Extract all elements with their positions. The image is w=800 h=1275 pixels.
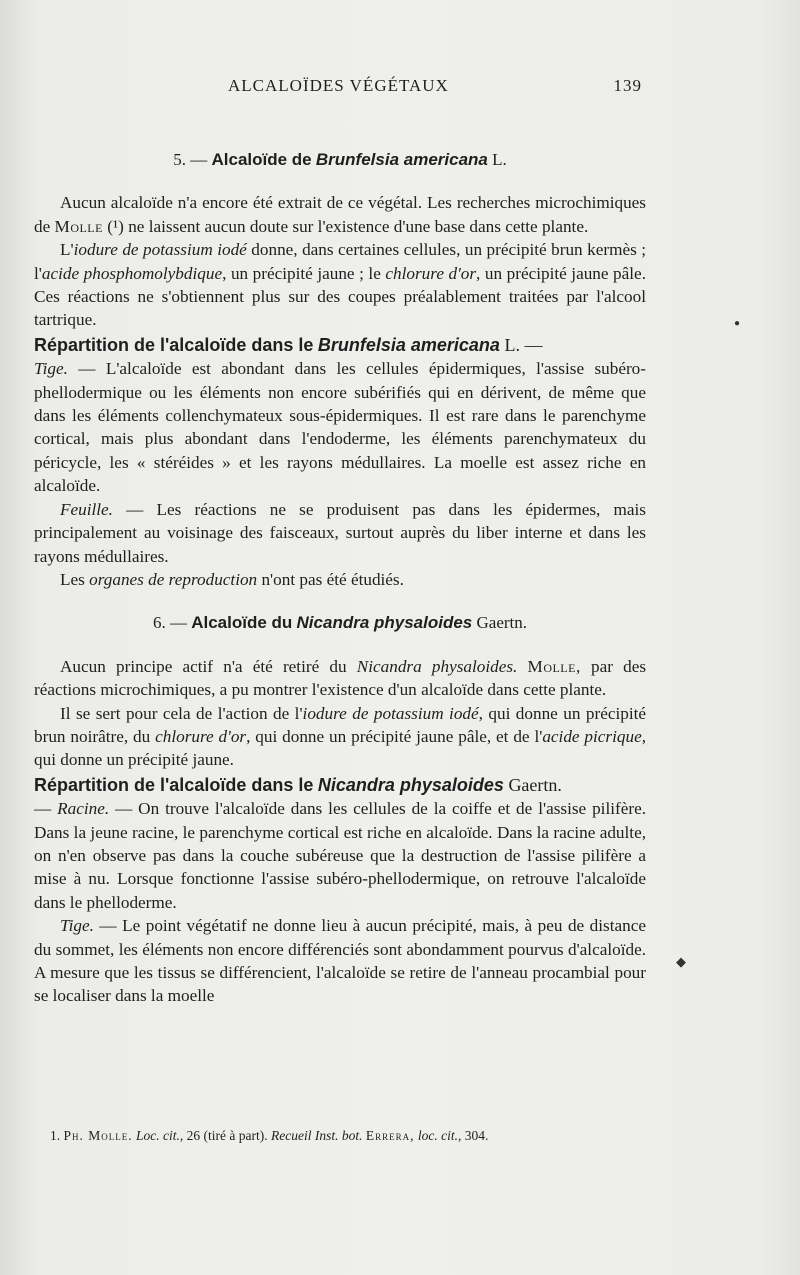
section-6-paragraph-2 (34, 702, 646, 772)
footnote-ref: (¹) (107, 216, 124, 236)
author-name: Molle, (527, 656, 581, 676)
section-6-heading (34, 611, 646, 634)
section-6-title: Alcaloïde du (191, 613, 293, 633)
organ-label: Feuille. (60, 499, 113, 519)
section-5-feuille-paragraph (34, 498, 646, 568)
section-6-paragraph-1 (34, 655, 646, 702)
running-title: ALCALOÏDES VÉGÉTAUX (228, 76, 449, 95)
distribution-author: Gaertn. (508, 774, 562, 795)
section-6-distribution-heading (34, 774, 646, 797)
distribution-title: Répartition de l'alcaloïde dans le (34, 774, 314, 795)
text-run: L' (60, 240, 74, 260)
page-body (34, 148, 646, 1008)
footnote-number: 1. (50, 1128, 61, 1143)
section-6-number: 6. — (152, 613, 187, 633)
section-6-tige-paragraph (34, 914, 646, 1008)
section-6-species: Nicandra physaloides (296, 613, 473, 633)
section-5-paragraph-1 (34, 191, 646, 238)
section-5-distribution-heading (34, 334, 646, 357)
section-5-heading (34, 148, 646, 171)
text-run: Les (60, 569, 85, 589)
text-run: ne laissent aucun doute sur l'existence d'une base dans cette plante. (128, 216, 589, 236)
section-5-tige-paragraph (34, 357, 646, 497)
text-run: Il se sert pour cela de l'action de l' (60, 703, 303, 723)
text-run: — Le point végétatif ne donne lieu à aucun précipité, mais, à peu de distance du sommet, les éléments non encore différenciés sont abondamment pourvus d'alcaloïde. A mesure que les tissus se différencient, l'alcaloïde se retire de l'anneau procambial pour se localiser dans la moelle (34, 916, 646, 1006)
text-run: donne, dans certaines cellules, un précipité brun kermès ; l' (34, 240, 647, 283)
author-name: Molle (54, 216, 103, 236)
text-run: , qui donne un précipité jaune pâle, et de l' (246, 726, 543, 746)
section-6-racine-paragraph: — Racine. — On trouve l'alcaloïde dans les cellules de la coiffe et de l'assise pilifère. Dans la jeune racine, le parenchyme cortical est riche en alcaloïde. Dans la racine adulte, on n'en observe pas dans la couche subéreuse que la destruction de l'assise pilifère a mise à nu. Lorsque fonctionne l'assise subéro-phellodermique, on retrouve l'alcaloïde dans le phelloderme. (34, 799, 647, 912)
text-run: — On trouve l'alcaloïde dans les cellules de la coiffe et de l'assise pilifère. Dans la jeune racine, le parenchyme cortical est riche en alcaloïde. Dans la racine adulte, on n'en observe pas dans la couche subéreuse que la destruction de l'assise pilifère a mise à nu. Lorsque fonctionne l'assise subéro-phellodermique, on retrouve l'alcaloïde dans le phelloderme. (34, 799, 647, 912)
distribution-species: Nicandra physaloides (317, 774, 504, 795)
text-run: , un précipité jaune ; le (222, 263, 381, 283)
section-5-number: 5. — (173, 150, 208, 169)
organ-label: Tige. (60, 916, 94, 936)
text-run: — L'alcaloïde est abondant dans les cellules épidermiques, l'assise subéro-phellodermique ou les éléments non encore subérifiés qui en dérivent, de même que dans les éléments collenchymateux sous-épidermiques. Il est rare dans le parenchyme cortical, mais plus abondant dans l'endoderme, les éléments parenchymateux du péricycle, les « stéréides » et les rayons médullaires. La moelle est assez riche en alcaloïde. (34, 359, 647, 496)
text-run: par des réactions microchimiques, a pu montrer l'existence d'un alcaloïde dans cette plante. (34, 656, 647, 700)
text-run: , qui donne un précipité brun noirâtre, du (34, 703, 647, 746)
section-6-author: Gaertn. (476, 613, 528, 633)
text-run: — Les réactions ne se produisent pas dans les épidermes, mais principalement au voisinage des faisceaux, surtout auprès du liber interne et dans les rayons médullaires. (34, 499, 646, 566)
page-number: 139 (613, 76, 642, 95)
section-5-title: Alcaloïde de (211, 150, 312, 169)
section-5-paragraph-2 (34, 238, 646, 332)
text-run: Aucun alcaloïde n'a encore été extrait de ce végétal. Les recherches microchimiques de (34, 193, 646, 236)
reagent-name: iodure de potassium iodé (302, 703, 479, 723)
footnote (50, 1127, 650, 1145)
distribution-author: L. — (504, 334, 543, 355)
section-5-organes-paragraph (34, 568, 646, 591)
reagent-name: acide picrique (542, 726, 642, 746)
section-5-species: Brunfelsia americana (315, 150, 488, 169)
text-run: Aucun principe actif n'a été retiré du (60, 656, 347, 676)
section-5-author: L. (492, 150, 507, 169)
margin-diamond: ◆ (676, 954, 686, 969)
organ-label: Tige. (34, 359, 68, 379)
margin-dot: ● (734, 318, 741, 329)
reagent-name: chlorure d'or (385, 263, 477, 283)
text-run: , un précipité jaune pâle. Ces réactions ne s'obtiennent plus sur des coupes préalablement traitées par l'alcool tartrique. (34, 263, 646, 330)
footnote-author: Errera, (365, 1128, 415, 1143)
distribution-species: Brunfelsia americana (317, 334, 500, 355)
text-run: , 304. (457, 1128, 489, 1143)
footnote-author: Ph. Molle. (63, 1128, 133, 1143)
distribution-title: Répartition de l'alcaloïde dans le (34, 334, 314, 355)
reagent-name: acide phosphomolybdique (41, 263, 223, 283)
reagent-name: iodure de potassium iodé (73, 240, 247, 260)
text-run: n'ont pas été étudiés. (261, 569, 404, 589)
reagent-name: chlorure d'or (155, 726, 247, 746)
footnote-ref: Loc. cit. (136, 1128, 180, 1143)
text-run: , 26 (tiré à part). (179, 1128, 268, 1143)
text-run: , qui donne un précipité jaune. (34, 726, 647, 770)
footnote-ref: Recueil Inst. bot. (270, 1128, 363, 1143)
species-name: Nicandra physaloides. (356, 656, 518, 676)
organ-label: organes de reproduction (89, 569, 258, 589)
organ-label: Racine. (57, 799, 110, 819)
footnote-ref: loc. cit. (417, 1128, 458, 1143)
